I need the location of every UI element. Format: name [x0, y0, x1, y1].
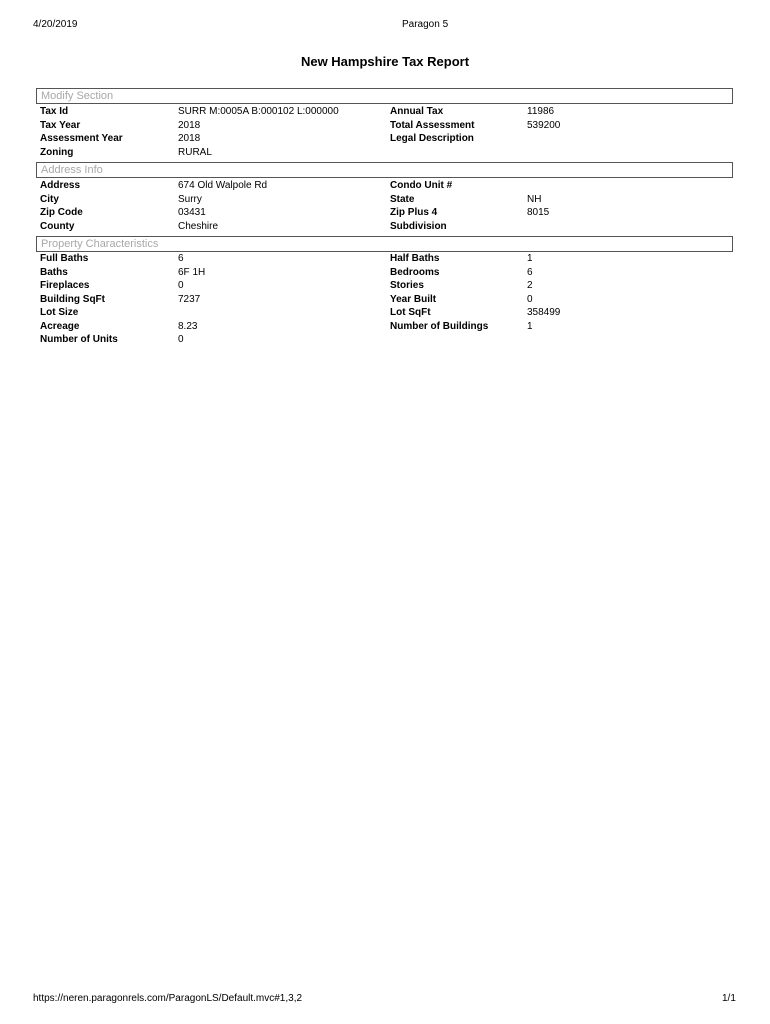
footer-page-number: 1/1: [722, 993, 736, 1004]
field-value: 6F 1H: [178, 266, 206, 278]
field-label: Zip Code: [40, 207, 83, 218]
field-row: [40, 119, 730, 133]
field-value: 674 Old Walpole Rd: [178, 180, 268, 191]
field-value: 11986: [527, 106, 555, 117]
field-label: Annual Tax: [390, 106, 444, 117]
field-value: 8.23: [178, 320, 198, 332]
field-row: [40, 179, 730, 193]
footer-url: https://neren.paragonrels.com/ParagonLS/Default.mvc#1,3,2: [33, 993, 303, 1004]
field-row: [40, 193, 730, 207]
section-header-address: Address Info: [36, 162, 733, 178]
print-date: 4/20/2019: [33, 19, 78, 30]
field-row: [40, 252, 730, 266]
field-label: Year Built: [390, 293, 437, 305]
field-label: City: [40, 193, 59, 205]
field-label: Zip Plus 4: [390, 207, 438, 218]
field-row: [40, 105, 730, 119]
field-row: [40, 293, 730, 307]
field-row: [40, 132, 730, 146]
field-row: [40, 333, 730, 347]
field-value: 1: [527, 253, 533, 264]
field-value: 2018: [178, 133, 201, 144]
field-label: Condo Unit #: [390, 180, 453, 191]
field-row: [40, 220, 730, 234]
field-label: Fireplaces: [40, 280, 90, 291]
field-value: 0: [178, 280, 184, 291]
field-label: Lot SqFt: [390, 307, 431, 318]
field-label: Acreage: [40, 320, 80, 332]
field-label: Address: [40, 180, 81, 191]
field-value: Cheshire: [178, 220, 219, 232]
field-value: RURAL: [178, 146, 212, 158]
field-label: Bedrooms: [390, 266, 440, 278]
field-label: Subdivision: [390, 220, 447, 232]
field-row: [40, 320, 730, 334]
property-section-rows: [40, 252, 730, 347]
field-label: State: [390, 193, 415, 205]
field-value: 539200: [527, 119, 561, 131]
field-row: [40, 306, 730, 320]
field-label: Legal Description: [390, 133, 474, 144]
field-value: Surry: [178, 193, 202, 205]
report-title: New Hampshire Tax Report: [300, 54, 470, 69]
field-label: Building SqFt: [40, 293, 105, 305]
field-value: 0: [178, 334, 184, 345]
field-label: Total Assessment: [390, 119, 475, 131]
field-row: [40, 206, 730, 220]
field-label: Assessment Year: [40, 133, 123, 144]
field-value: 2: [527, 280, 533, 291]
app-name: Paragon 5: [402, 19, 449, 30]
field-value: SURR M:0005A B:000102 L:000000: [178, 106, 339, 117]
field-label: Tax Year: [40, 119, 81, 131]
field-value: 03431: [178, 207, 206, 218]
section-header-modify: Modify Section: [36, 88, 733, 104]
field-value: 1: [527, 320, 533, 332]
field-label: Number of Buildings: [390, 320, 489, 332]
field-value: 2018: [178, 119, 201, 131]
field-label: Tax Id: [40, 106, 69, 117]
field-value: 6: [527, 266, 533, 278]
section-header-property: Property Characteristics: [36, 236, 733, 252]
field-value: 358499: [527, 307, 561, 318]
field-label: Number of Units: [40, 334, 118, 345]
field-label: Stories: [390, 280, 424, 291]
field-value: NH: [527, 193, 542, 205]
field-label: Baths: [40, 266, 68, 278]
field-label: Lot Size: [40, 307, 79, 318]
field-row: [40, 266, 730, 280]
field-value: 8015: [527, 207, 550, 218]
field-value: 6: [178, 253, 184, 264]
field-row: [40, 146, 730, 160]
field-value: 7237: [178, 293, 201, 305]
field-label: Full Baths: [40, 253, 89, 264]
field-row: [40, 279, 730, 293]
address-section-rows: [40, 179, 730, 233]
field-label: County: [40, 220, 75, 232]
field-label: Half Baths: [390, 253, 440, 264]
field-label: Zoning: [40, 146, 74, 158]
modify-section-rows: [40, 105, 730, 159]
field-value: 0: [527, 293, 533, 305]
